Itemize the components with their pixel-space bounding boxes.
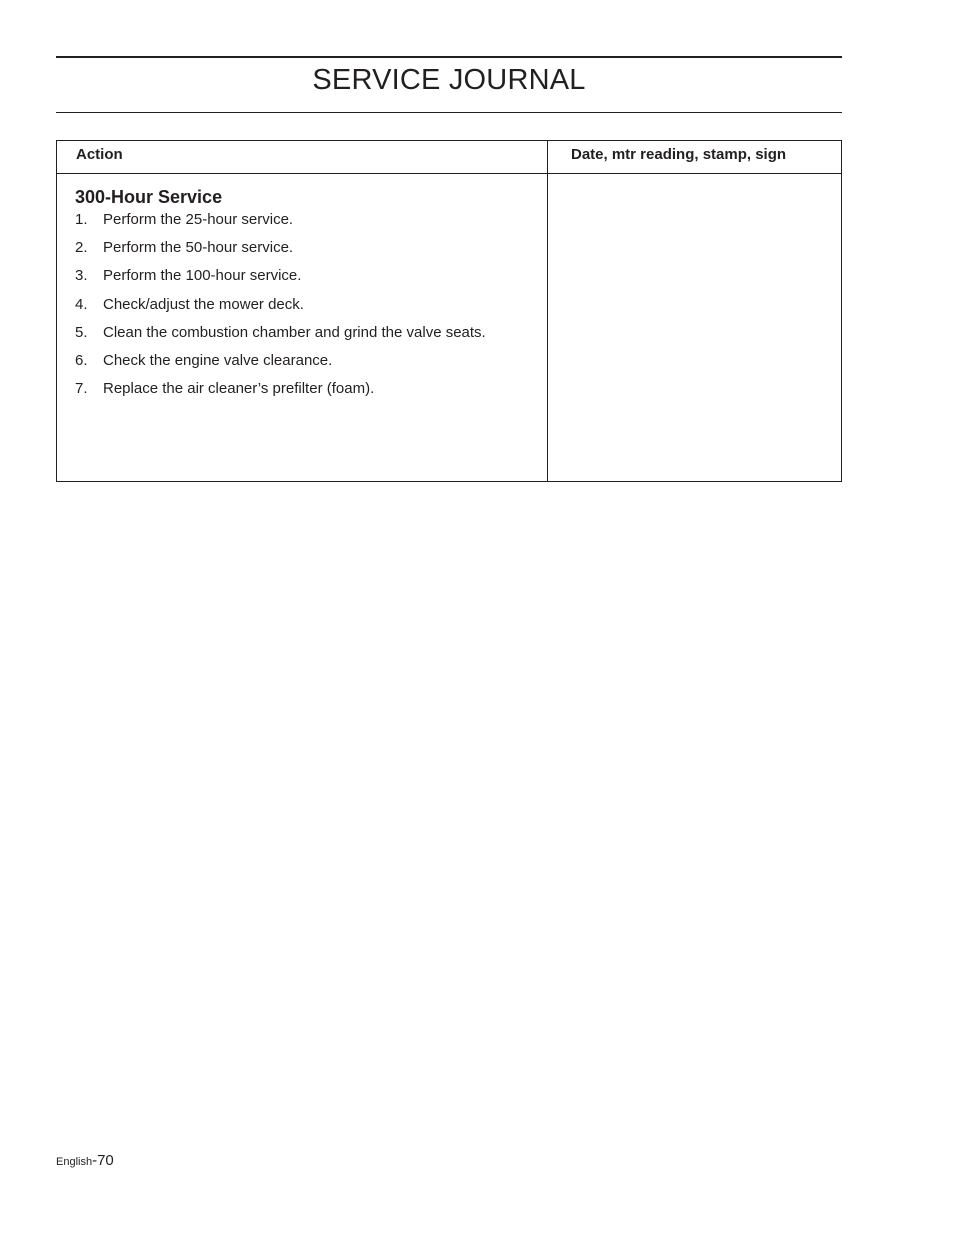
header-divider: [57, 173, 841, 174]
footer-page-number: -70: [92, 1152, 114, 1169]
task-number: 7.: [75, 380, 88, 398]
date-column-header: Date, mtr reading, stamp, sign: [571, 146, 787, 163]
task-number: 2.: [75, 239, 88, 257]
task-number: 3.: [75, 267, 88, 285]
column-divider: [547, 141, 548, 481]
task-text: Perform the 25-hour service.: [103, 211, 294, 228]
task-item: [75, 323, 486, 351]
task-number: 4.: [75, 295, 88, 313]
title-top-rule: [56, 56, 842, 58]
task-list: [75, 210, 486, 407]
task-item: [75, 351, 486, 379]
service-journal-table: [56, 140, 842, 482]
page-footer: [56, 1152, 114, 1170]
page-title: SERVICE JOURNAL: [312, 64, 586, 96]
task-text: Check/adjust the mower deck.: [103, 295, 304, 313]
section-heading: 300-Hour Service: [75, 187, 223, 207]
task-text: Perform the 50-hour service.: [103, 239, 294, 257]
task-text: Replace the air cleaner’s prefilter (foam).: [103, 380, 375, 398]
task-item: [75, 238, 486, 266]
task-text: Check the engine valve clearance.: [103, 351, 333, 369]
action-column-header: Action: [76, 146, 123, 163]
task-item: [75, 379, 486, 407]
task-item: [75, 266, 486, 294]
task-number: 1.: [75, 211, 88, 228]
task-number: 6.: [75, 351, 88, 369]
task-text: Perform the 100-hour service.: [103, 267, 302, 285]
title-bottom-rule: [56, 112, 842, 113]
footer-language: English: [56, 1156, 93, 1168]
task-item: [75, 295, 486, 323]
task-number: 5.: [75, 323, 88, 341]
task-text: Clean the combustion chamber and grind the valve seats.: [103, 323, 486, 341]
task-item: [75, 210, 486, 238]
